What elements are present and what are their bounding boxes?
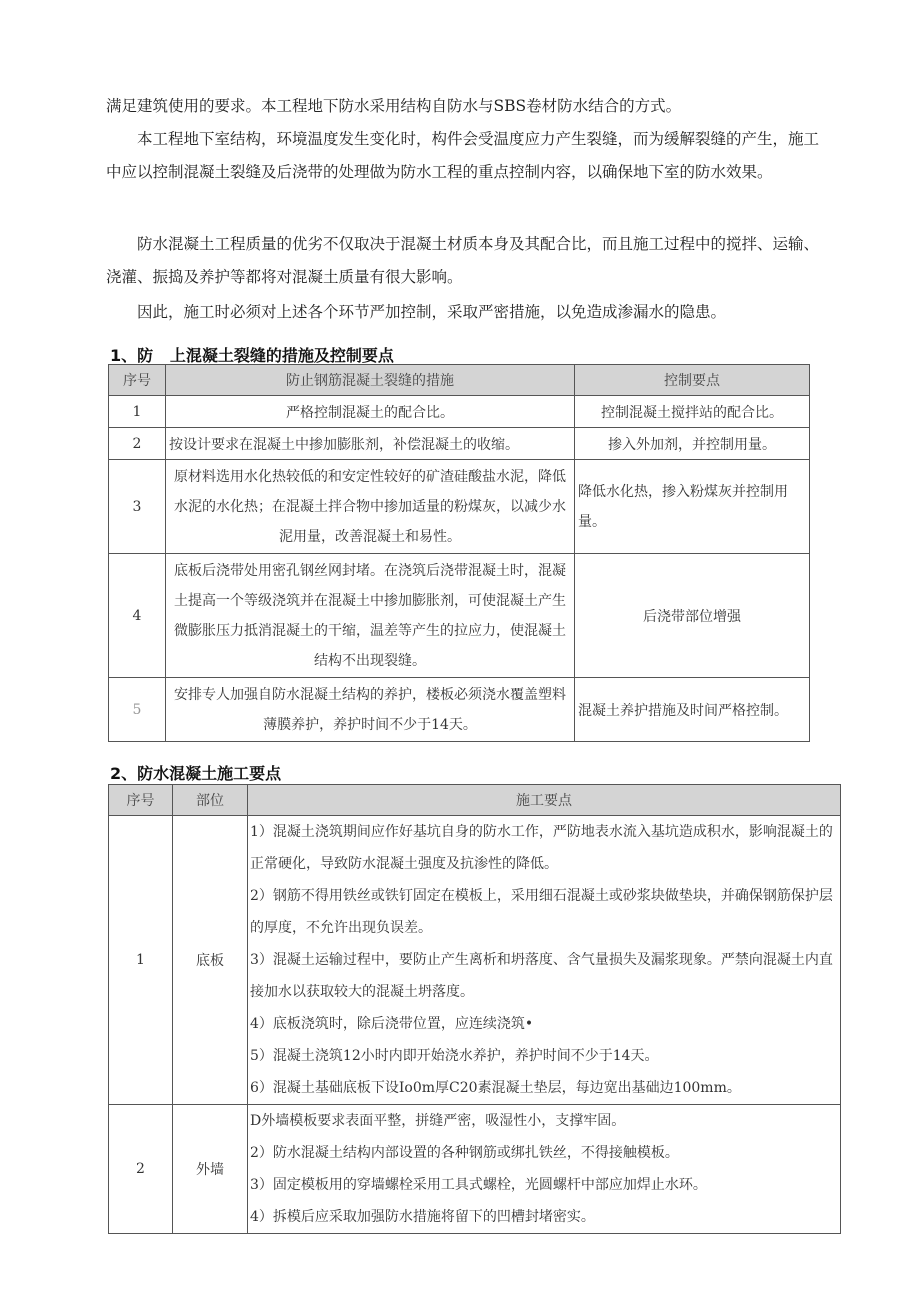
paragraph-3: 防水混凝土工程质量的优劣不仅取决于混凝土材质本身及其配合比，而且施工过程中的搅拌、运输、浇灌、振捣及养护等都将对混凝土质量有很大影响。 [106,235,820,286]
row-no: 3 [109,460,166,554]
row-part: 底板 [173,816,248,1105]
table-row [109,396,810,428]
paragraph-1: 满足建筑使用的要求。本工程地下防水采用结构自防水与SBS卷材防水结合的方式。 [106,97,682,115]
row-no: 4 [109,554,166,678]
row-no: 1 [109,396,166,428]
header-no: 序号 [109,785,173,816]
table-header-row [109,785,841,816]
table-row [109,1105,841,1234]
paragraph-2: 本工程地下室结构，环境温度发生变化时，构件会受温度应力产生裂缝，而为缓解裂缝的产生，施工中应以控制混凝土裂缝及后浇带的处理做为防水工程的重点控制内容，以确保地下室的防水效果。 [106,130,820,181]
row-no: 2 [109,1105,173,1234]
crack-measures-table [108,364,810,742]
row-no: 1 [109,816,173,1105]
header-points: 施工要点 [248,785,841,816]
construction-points-table [108,784,841,1234]
row-control: 掺入外加剂，并控制用量。 [575,428,810,460]
row-control: 混凝土养护措施及时间严格控制。 [575,678,810,742]
row-control: 控制混凝土搅拌站的配合比。 [575,396,810,428]
row-measure: 底板后浇带处用密孔钢丝网封堵。在浇筑后浇带混凝土时，混凝土提高一个等级浇筑并在混凝土中掺加膨胀剂，可使混凝土产生微膨胀压力抵消混凝土的干缩，温差等产生的拉应力，使混凝土结构不出现裂缝。 [166,554,575,678]
row-measure: 按设计要求在混凝土中掺加膨胀剂，补偿混凝土的收缩。 [166,428,575,460]
point-item: 4）底板浇筑时，除后浇带位置，应连续浇筑• [250,1016,534,1032]
row-points [248,816,841,1105]
header-control: 控制要点 [575,365,810,396]
row-measure: 安排专人加强自防水混凝土结构的养护，楼板必须浇水覆盖塑料薄膜养护，养护时间不少于14天。 [166,678,575,742]
header-measure: 防止钢筋混凝土裂缝的措施 [166,365,575,396]
table-row [109,428,810,460]
row-control: 降低水化热，掺入粉煤灰并控制用量。 [575,460,810,554]
row-points [248,1105,841,1234]
point-item: 1）混凝土浇筑期间应作好基坑自身的防水工作，严防地表水流入基坑造成积水，影响混凝土的正常硬化，导致防水混凝土强度及抗渗性的降低。 [250,824,833,872]
point-item: D外墙模板要求表面平整，拼缝严密，吸湿性小，支撑牢固。 [250,1113,626,1129]
row-measure: 原材料选用水化热较低的和安定性较好的矿渣硅酸盐水泥，降低水泥的水化热；在混凝土拌合物中掺加适量的粉煤灰，以减少水泥用量，改善混凝土和易性。 [166,460,575,554]
section2-title: 2、防水混凝土施工要点 [110,764,282,783]
section1-title: 1、防 上混凝土裂缝的措施及控制要点 [110,346,394,365]
row-no: 5 [109,678,166,742]
point-item: 5）混凝土浇筑12小时内即开始浇水养护，养护时间不少于14天。 [250,1048,659,1064]
table-row [109,816,841,1105]
paragraph-4: 因此，施工时必须对上述各个环节严加控制，采取严密措施，以免造成渗漏水的隐患。 [137,303,727,321]
row-control: 后浇带部位增强 [575,554,810,678]
header-part: 部位 [173,785,248,816]
point-item: 2）防水混凝土结构内部设置的各种钢筋或绑扎铁丝，不得接触模板。 [250,1145,679,1161]
row-part: 外墙 [173,1105,248,1234]
point-item: 3）混凝土运输过程中，要防止产生离析和坍落度、含气量损失及漏浆现象。严禁向混凝土内直接加水以获取较大的混凝土坍落度。 [250,952,833,1000]
point-item: 4）拆模后应采取加强防水措施将留下的凹槽封堵密实。 [250,1209,595,1225]
point-item: 6）混凝土基础底板下设Io0m厚C20素混凝土垫层，每边宽出基础边100mm。 [250,1080,741,1096]
point-item: 2）钢筋不得用铁丝或铁钉固定在模板上，采用细石混凝土或砂浆块做垫块，并确保钢筋保护层的厚度，不允许出现负误差。 [250,888,833,936]
table-row [109,554,810,678]
point-item: 3）固定模板用的穿墙螺栓采用工具式螺栓，光圆螺杆中部应加焊止水环。 [250,1177,707,1193]
table-header-row [109,365,810,396]
row-measure: 严格控制混凝土的配合比。 [166,396,575,428]
header-no: 序号 [109,365,166,396]
table-row [109,460,810,554]
table-row [109,678,810,742]
row-no: 2 [109,428,166,460]
